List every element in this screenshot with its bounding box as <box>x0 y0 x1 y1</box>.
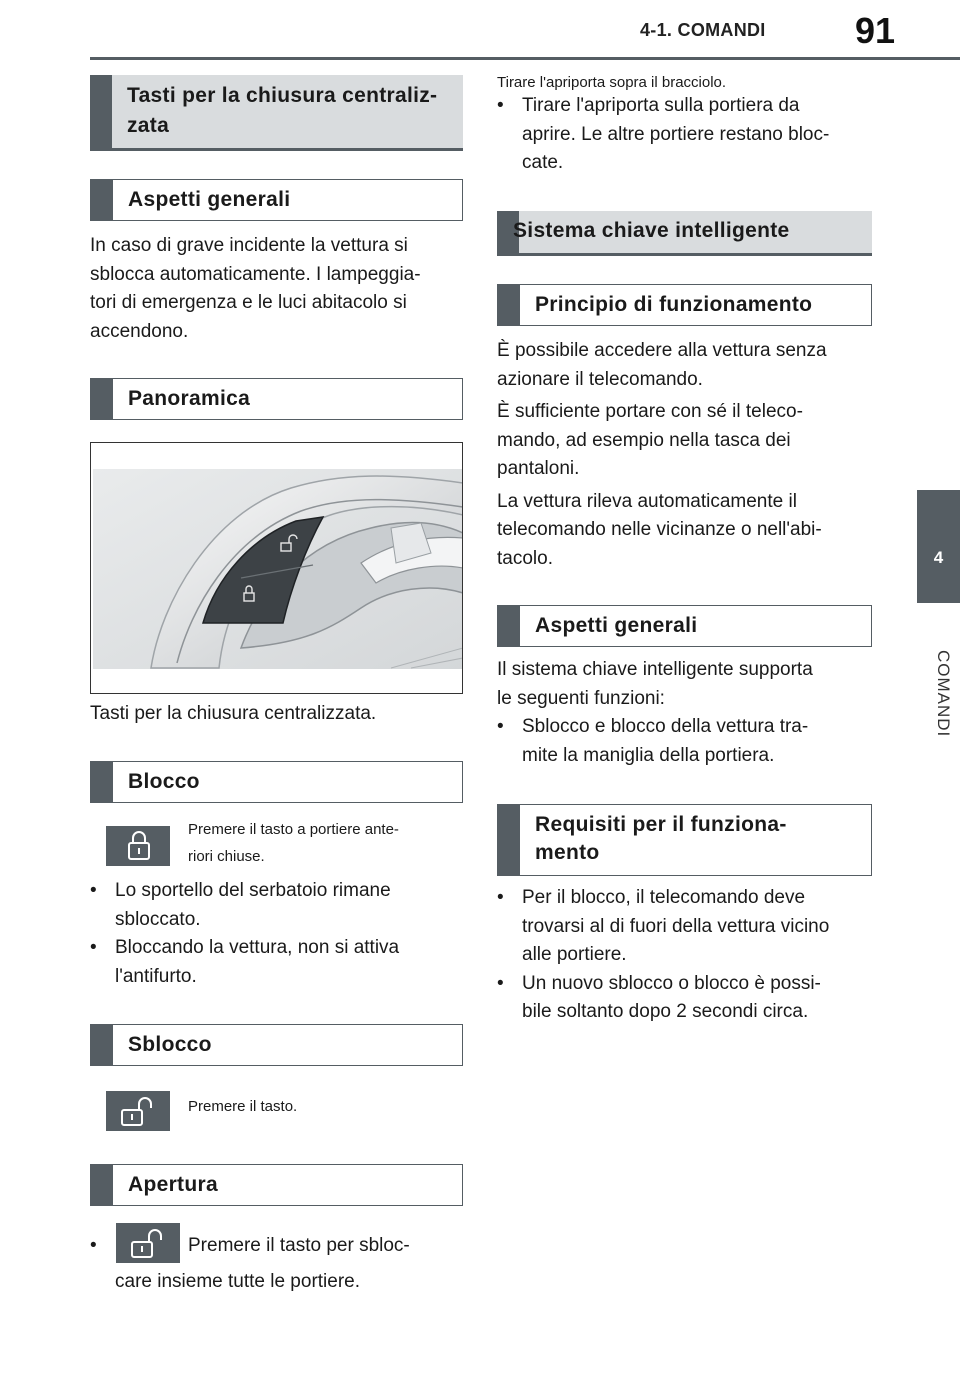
subheading-general-right <box>497 605 872 647</box>
chapter-tab[interactable] <box>917 490 960 603</box>
text-line: • Per il blocco, il telecomando deve <box>522 887 806 908</box>
page-number: 91 <box>855 10 896 51</box>
text-line: mite la maniglia della portiera. <box>522 744 775 766</box>
bullet-item <box>90 934 463 991</box>
text-line: cate. <box>522 152 564 173</box>
text-line: tacolo. <box>497 547 553 569</box>
bullet-item <box>497 713 872 770</box>
text-line: La vettura rileva automaticamente il <box>497 490 797 512</box>
text-line: È possibile accedere alla vettura senza <box>497 340 827 361</box>
lock-instruction <box>188 816 463 870</box>
subheading-open <box>90 1164 463 1206</box>
subheading-bar <box>91 762 113 802</box>
general-right-paragraph <box>497 656 872 770</box>
text-line: • Sblocco e blocco della vettura tra- <box>522 716 809 737</box>
door-handle-figure <box>90 442 463 694</box>
heading-line-2: mento <box>535 841 600 864</box>
subheading-lock-text: Blocco <box>128 770 200 793</box>
text-line: l'antifurto. <box>115 965 197 987</box>
subheading-general <box>90 179 463 221</box>
chapter-label-text: COMANDI <box>934 650 953 738</box>
heading-bar <box>90 75 112 148</box>
text-line: Il sistema chiave intelligente supporta <box>497 659 813 680</box>
subheading-overview-text: Panoramica <box>128 387 251 410</box>
text-line: sbloccato. <box>115 908 201 930</box>
figure-caption: Tasti per la chiusura centralizzata. <box>90 703 377 724</box>
subheading-general-text: Aspetti generali <box>128 188 291 211</box>
heading-line-1: Requisiti per il funziona- <box>535 813 787 836</box>
subheading-bar <box>498 805 520 875</box>
text-line: riori chiuse. <box>188 848 265 865</box>
text-line: aprire. Le altre portiere restano bloc- <box>522 123 830 145</box>
subheading-requirements-text <box>535 811 861 867</box>
bullet-mark: • <box>90 1235 97 1256</box>
text-line: trovarsi al di fuori della vettura vicino <box>522 915 830 937</box>
heading-smart-key <box>497 211 872 256</box>
unlock-instruction: Premere il tasto. <box>188 1098 298 1115</box>
text-line: pantaloni. <box>497 458 580 479</box>
text-line: • Bloccando la vettura, non si attiva <box>115 937 400 958</box>
subheading-bar <box>91 1165 113 1205</box>
section-title: 4-1. COMANDI <box>640 20 766 40</box>
lock-bullets <box>90 877 463 991</box>
bullet-item <box>497 884 872 970</box>
subheading-lock <box>90 761 463 803</box>
subheading-bar <box>91 180 113 220</box>
subheading-bar <box>91 379 113 419</box>
text-line: telecomando nelle vicinanze o nell'abi- <box>497 519 822 540</box>
text-line: In caso di grave incidente la vettura si <box>90 235 408 256</box>
text-line: • Tirare l'apriporta sulla portiera da <box>522 95 800 116</box>
text-line: accendono. <box>90 320 189 342</box>
header-rule <box>90 57 960 60</box>
subheading-overview <box>90 378 463 420</box>
text-line: le seguenti funzioni: <box>497 687 665 709</box>
bullet-item <box>497 970 872 1027</box>
unlock-button-symbol <box>106 1091 170 1131</box>
lock-icon <box>106 826 170 866</box>
requirements-bullets <box>497 884 872 1027</box>
text-line: mando, ad esempio nella tasca dei <box>497 429 791 451</box>
text-line: È sufficiente portare con sé il teleco- <box>497 401 803 422</box>
subheading-bar <box>498 606 520 646</box>
heading-smart-key-text: Sistema chiave intelligente <box>513 219 790 242</box>
subheading-principle <box>497 284 872 326</box>
subheading-unlock-text: Sblocco <box>128 1033 212 1056</box>
text-line: • Un nuovo sblocco o blocco è possi- <box>522 972 821 994</box>
unlock-icon <box>116 1223 180 1263</box>
subheading-unlock <box>90 1024 463 1066</box>
heading-central-locking-text <box>127 81 453 141</box>
lock-button-symbol <box>106 826 170 866</box>
principle-paragraphs <box>497 337 872 573</box>
unlock-button-symbol <box>116 1223 180 1263</box>
text-line: bile soltanto dopo 2 secondi circa. <box>522 1001 809 1022</box>
chapter-number: 4 <box>933 548 944 567</box>
heading-line-1: Tasti per la chiusura centraliz- <box>127 84 438 107</box>
subheading-bar <box>498 285 520 325</box>
subheading-requirements <box>497 804 872 876</box>
text-line: sblocca automaticamente. I lampeggia- <box>90 263 421 285</box>
text-line: Premere il tasto per sbloc- <box>188 1235 410 1256</box>
text-line: alle portiere. <box>522 944 627 965</box>
text-line: Premere il tasto a portiere ante- <box>188 821 399 838</box>
subheading-principle-text: Principio di funzionamento <box>535 293 813 316</box>
subheading-open-text: Apertura <box>128 1173 218 1196</box>
text-line: tori di emergenza e le luci abitacolo si <box>90 292 407 313</box>
opener-note: Tirare l'apriporta sopra il bracciolo. <box>497 74 727 91</box>
chapter-label <box>905 650 960 750</box>
opener-bullet <box>497 92 872 178</box>
bullet-item <box>90 877 463 934</box>
text-line: azionare il telecomando. <box>497 368 703 390</box>
door-panel-illustration <box>91 443 463 694</box>
text-line: care insieme tutte le portiere. <box>115 1271 361 1292</box>
unlock-icon <box>106 1091 170 1131</box>
subheading-general-right-text: Aspetti generali <box>535 614 698 637</box>
text-line: • Lo sportello del serbatoio rimane <box>115 880 391 901</box>
heading-central-locking <box>90 75 463 151</box>
general-paragraph <box>90 232 463 346</box>
heading-line-2: zata <box>127 114 170 137</box>
bullet-item <box>497 92 872 178</box>
subheading-bar <box>91 1025 113 1065</box>
